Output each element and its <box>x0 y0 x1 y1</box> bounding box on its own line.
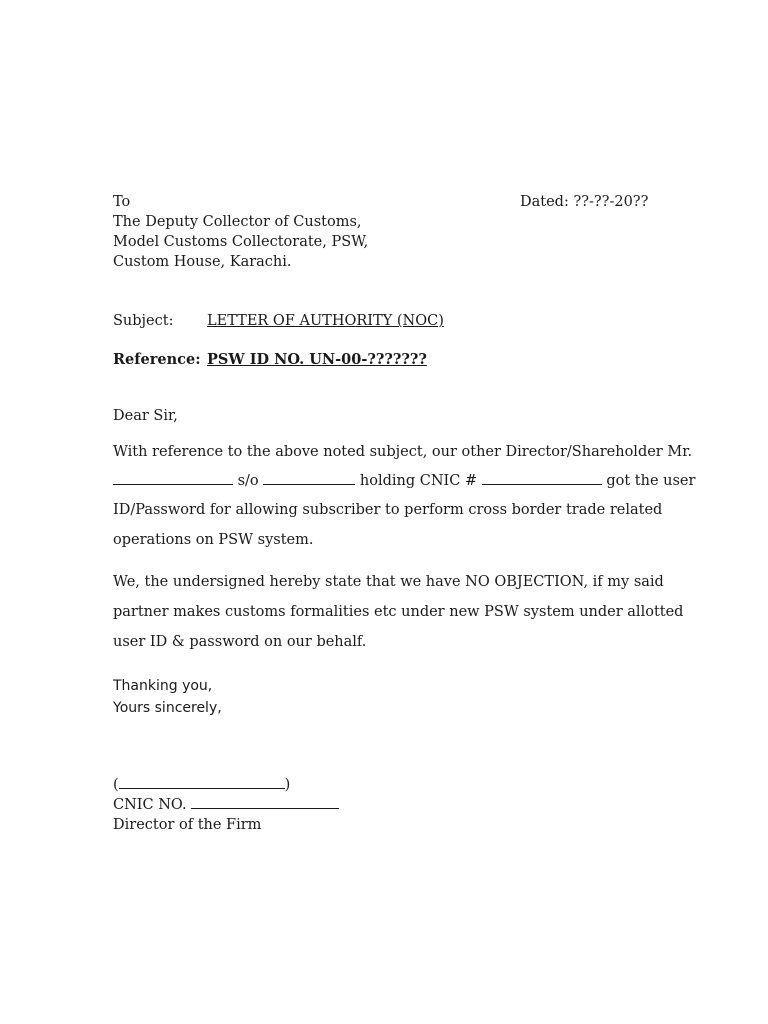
body-p2-line-2: partner makes customs formalities etc under new PSW system under allotted <box>113 604 684 620</box>
salutation: Dear Sir, <box>113 408 178 424</box>
signatory-title: Director of the Firm <box>113 817 262 833</box>
date-field: Dated: ??-??-20?? <box>520 194 649 210</box>
signatory-cnic-blank <box>191 796 339 809</box>
subject-value: LETTER OF AUTHORITY (NOC) <box>207 313 444 329</box>
signature-name-line <box>113 775 290 795</box>
holding-cnic-label: holding CNIC # <box>359 473 478 489</box>
addressee-line-2: Model Customs Collectorate, PSW, <box>113 234 369 250</box>
body-p1-line-1: With reference to the above noted subject, our other Director/Shareholder Mr. <box>113 444 693 460</box>
body-p2-line-3: user ID & password on our behalf. <box>113 634 367 650</box>
body-p1-line-4: operations on PSW system. <box>113 532 314 548</box>
reference-row <box>113 350 427 370</box>
signatory-name-blank <box>119 776 285 789</box>
subject-label: Subject: <box>113 313 174 329</box>
subject-row <box>113 311 444 331</box>
cnic-blank <box>482 472 602 485</box>
so-label: s/o <box>237 473 259 489</box>
addressee-line-1: The Deputy Collector of Customs, <box>113 214 362 230</box>
closing-yours: Yours sincerely, <box>113 700 222 716</box>
body-p1-line-3: ID/Password for allowing subscriber to perform cross border trade related <box>113 502 663 518</box>
body-p2-line-1: We, the undersigned hereby state that we have NO OBJECTION, if my said <box>113 574 664 590</box>
father-name-blank <box>263 472 355 485</box>
cnic-label: CNIC NO. <box>113 797 187 813</box>
closing-thanks: Thanking you, <box>113 678 213 694</box>
close-paren: ) <box>284 777 291 793</box>
reference-value: PSW ID NO. UN-00-??????? <box>207 351 427 368</box>
name-blank <box>113 472 233 485</box>
cnic-line <box>113 795 339 815</box>
got-user-label: got the user <box>606 473 696 489</box>
open-paren: ( <box>113 777 119 793</box>
to-label: To <box>113 194 131 210</box>
reference-label: Reference: <box>113 351 201 368</box>
body-p1-line-2 <box>113 471 695 491</box>
addressee-line-3: Custom House, Karachi. <box>113 254 292 270</box>
